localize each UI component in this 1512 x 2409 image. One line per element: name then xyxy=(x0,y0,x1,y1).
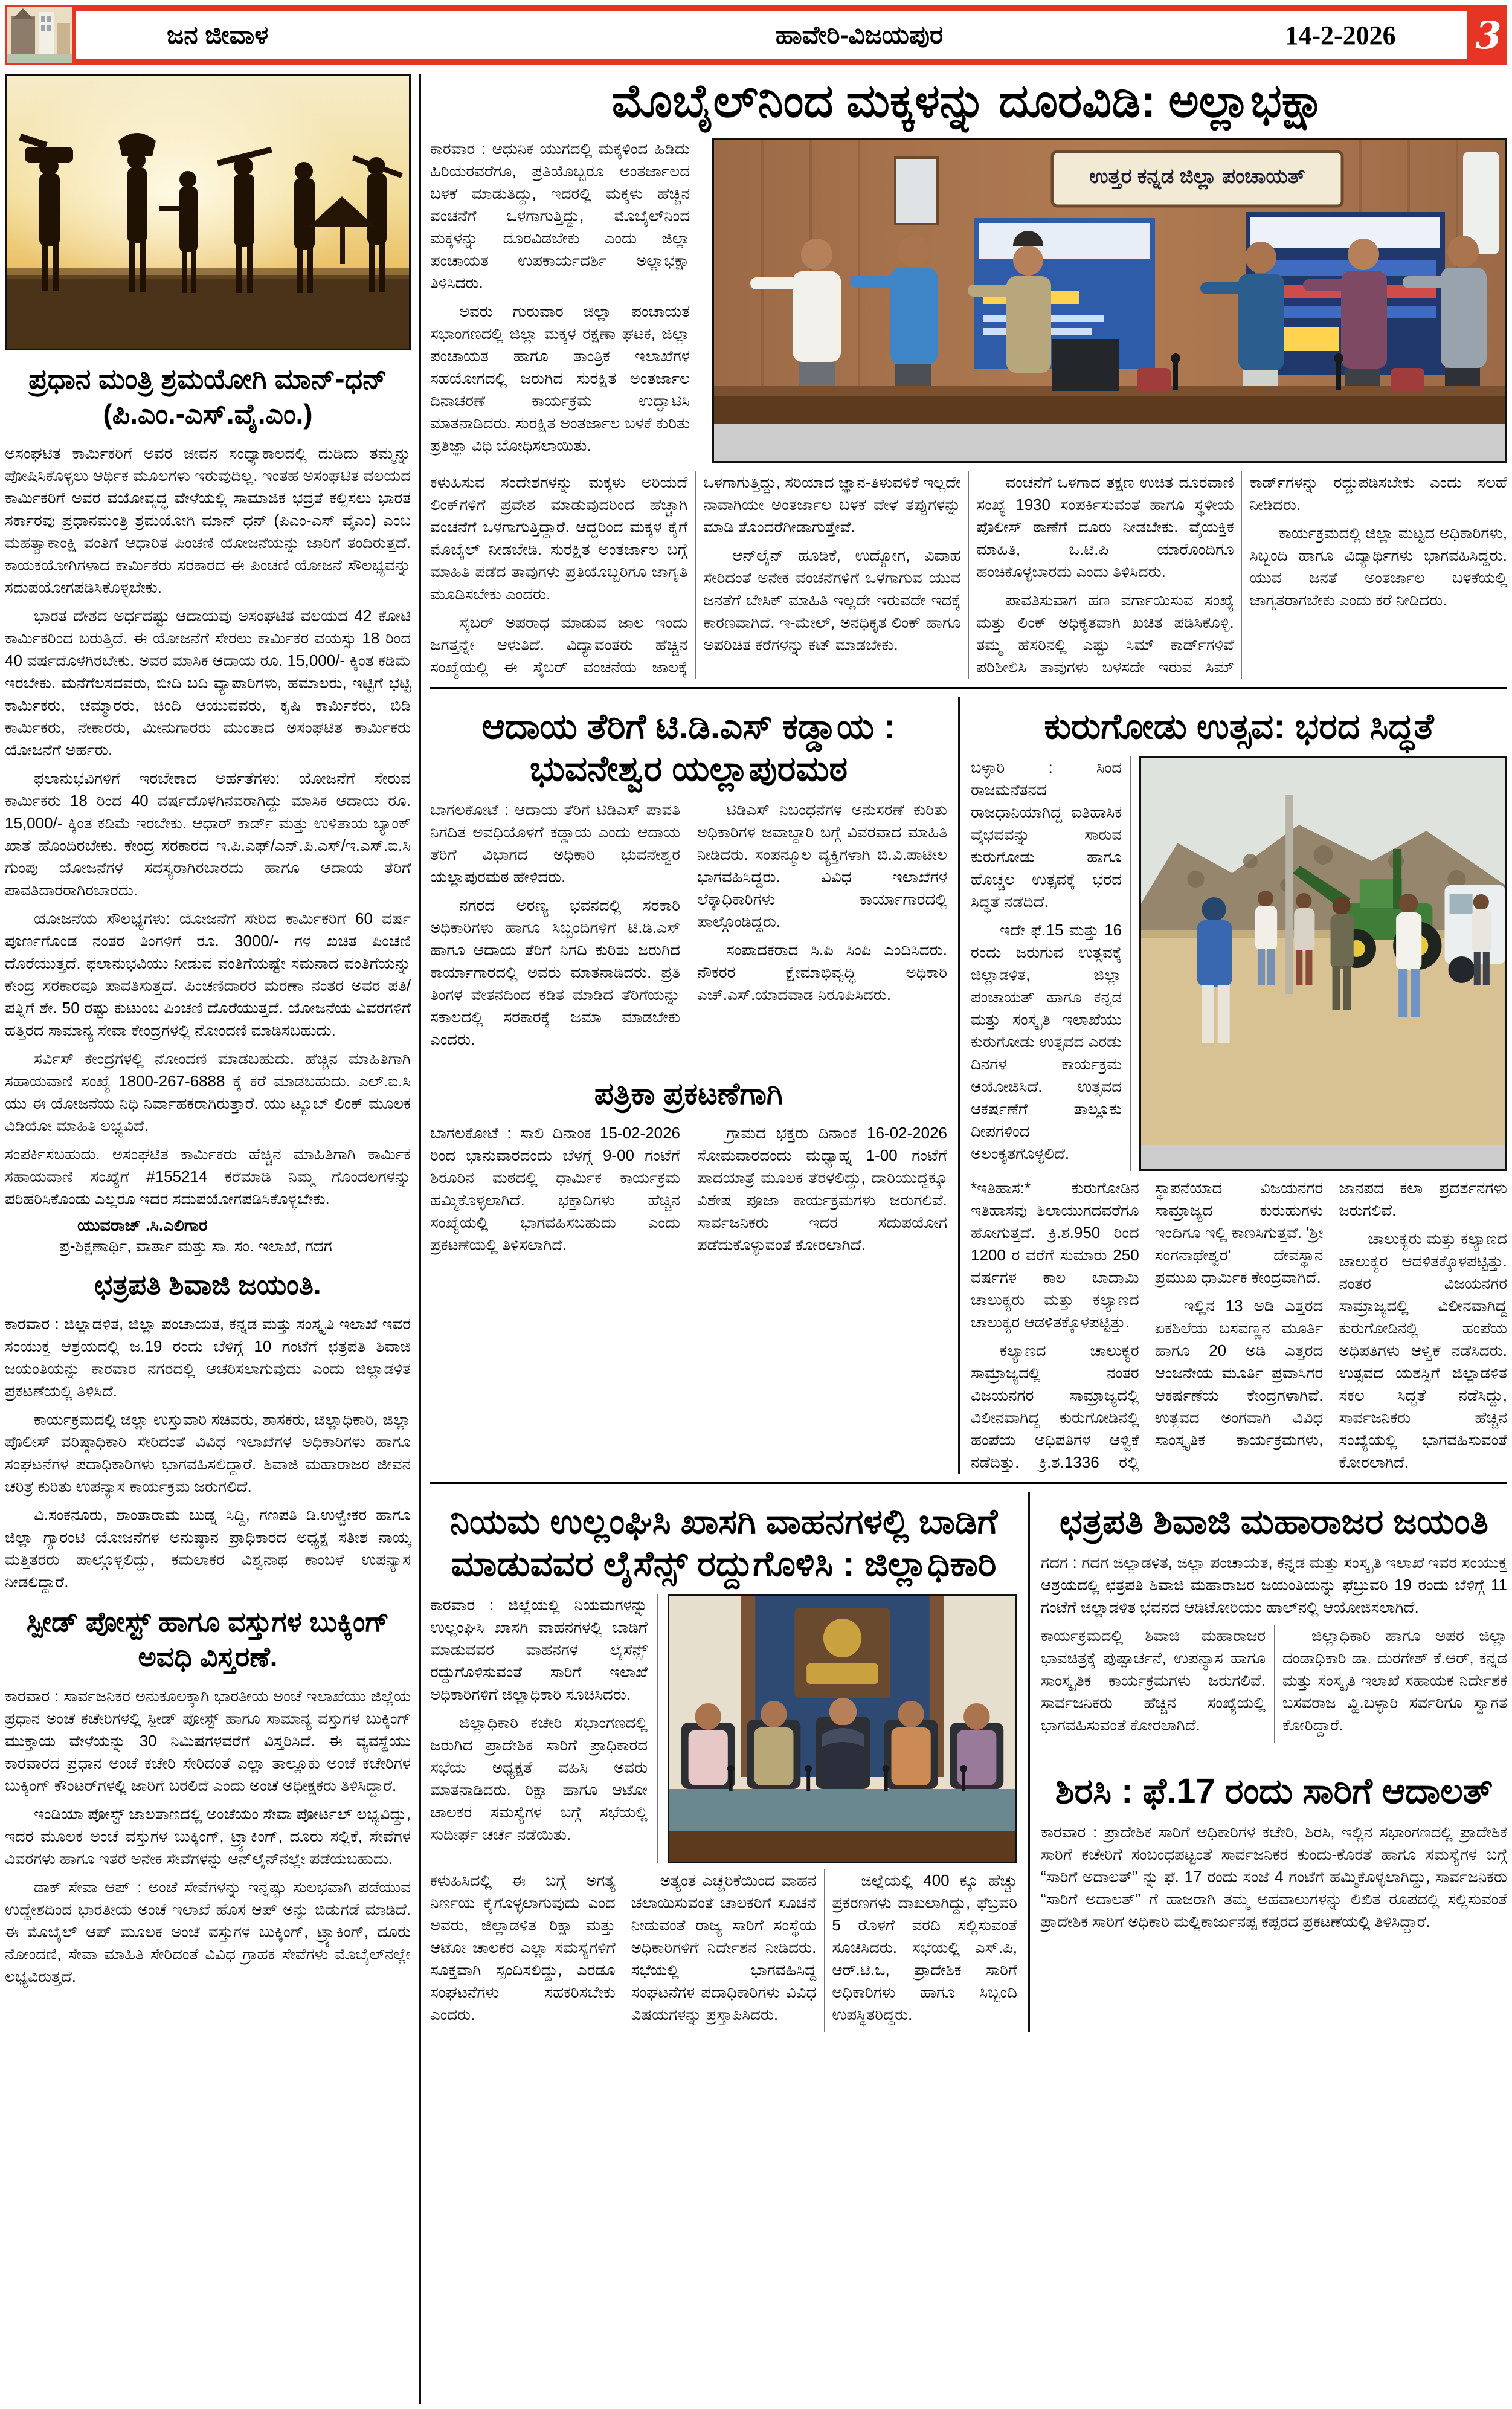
paragraph: ಕಲ್ಯಾಣದ ಚಾಲುಕ್ಯರ ಸಾಮ್ರಾಜ್ಯದಲ್ಲಿ ನಂತರ ವಿಜಯನಗರ ಸಾಮ್ರಾಜ್ಯದಲ್ಲಿ ವಿಲೀನವಾಗಿದ್ದ ಕುರುಗೋಡಿನಲ್ಲಿ ಹಂಪೆಯ ಅಧಿಪತಿಗಳ ಆಳ್ವಿಕೆ ನಡೆದಿತ್ತು. ಕ್ರಿ.ಶ.1336 ರಲ್ಲಿ ಸ್ಥಾಪನೆಯಾದ ವಿಜಯನಗರ ಸಾಮ್ರಾಜ್ಯದ ಕುರುಹುಗಳು ಇಂದಿಗೂ ಇಲ್ಲಿ ಕಾಣಸಿಗುತ್ತವೆ. 'ಶ್ರೀ ಸಂಗನಾಥೇಶ್ವರ' ದೇವಸ್ಥಾನ ಪ್ರಮುಖ ಧಾರ್ಮಿಕ ಕೇಂದ್ರವಾಗಿದೆ. xyxy=(971,1179,1324,1471)
paragraph: ಸೈಬರ್ ಅಪರಾಧ ಮಾಡುವ ಜಾಲ ಇಂದು ಜಗತ್ತನ್ನೇ ಆಳುತಿದೆ. ವಿದ್ಯಾವಂತರು ಹೆಚ್ಚಿನ ಸಂಖ್ಯೆಯಲ್ಲಿ ಈ ಸೈಬರ್ ವಂಚನೆಯ ಜಾಲಕ್ಕೆ ಒಳಗಾಗುತ್ತಿದ್ದು, ಸರಿಯಾದ ಜ್ಞಾನ-ತಿಳುವಳಿಕೆ ಇಲ್ಲದೇ ನಾವಾಗಿಯೇ ಅಂತರ್ಜಾಲ ಬಳಕೆ ವೇಳೆ ತಪ್ಪುಗಳನ್ನು ಮಾಡಿ ತೊಂದರೆಗೀಡಾಗುತ್ತೇವೆ. xyxy=(430,473,961,676)
kurugodu-headline: ಕುರುಗೋಡು ಉತ್ಸವ: ಭರದ ಸಿದ್ಧತೆ xyxy=(1044,707,1434,746)
shivaji-karwar-headline: ಛತ್ರಪತಿ ಶಿವಾಜಿ ಜಯಂತಿ. xyxy=(94,1269,321,1300)
paragraph: ಭಾರತ ದೇಶದ ಅರ್ಧದಷ್ಟು ಆದಾಯವು ಅಸಂಘಟಿತ ವಲಯದ 42 ಕೋಟಿ ಕಾರ್ಮಿಕರಿಂದ ಬರುತ್ತಿದೆ. ಈ ಯೋಜನೆಗೆ ಸೇರಲು ಕಾರ್ಮಿಕರ ವಯಸ್ಸು 18 ರಿಂದ 40 ವರ್ಷದೊಳಗಿರಬೇಕು. ಅವರ ಮಾಸಿಕ ಆದಾಯ ರೂ. 15,000/- ಕ್ಕಿಂತ ಕಡಿಮೆ ಇರಬೇಕು. ಮನೆಗೆಲಸದವರು, ಬೀದಿ ಬದಿ ವ್ಯಾಪಾರಿಗಳು, ಹಮಾಲರು, ಇಟ್ಟಿಗೆ ಭಟ್ಟಿ ಕಾರ್ಮಿಕರು, ಚಮ್ಮಾರರು, ಚಿಂದಿ ಆಯುವವರು, ಕೃಷಿ ಕಾರ್ಮಿಕರು, ಬಿಡಿ ಕಾರ್ಮಿಕರು, ನೇಕಾರರು, ಮೀನುಗಾರರು ಮುಂತಾದ ಅಸಂಘಟಿತ ಕಾರ್ಮಿಕರು ಯೋಜನೆಗೆ ಅರ್ಹರು. xyxy=(5,607,411,759)
shivaji-gadag-lead xyxy=(1041,1552,1507,1619)
shivaji-gadag-headline: ಛತ್ರಪತಿ ಶಿವಾಜಿ ಮಹಾರಾಜರ ಜಯಂತಿ xyxy=(1060,1502,1488,1541)
oath-ceremony-photo xyxy=(712,138,1507,463)
lead-story-columns xyxy=(430,471,1507,679)
lead-story-top xyxy=(430,138,1507,463)
speedpost-headline: ಸ್ಪೀಡ್ ಪೋಸ್ಟ್ ಹಾಗೂ ವಸ್ತುಗಳ ಬುಕ್ಕಿಂಗ್ ಅವಧಿ ವಿಸ್ತರಣೆ. xyxy=(26,1606,390,1672)
paragraph: ಕಾರ್ಯಕ್ರಮದಲ್ಲಿ ಜಿಲ್ಲಾ ಉಸ್ತುವಾರಿ ಸಚಿವರು, ಶಾಸಕರು, ಜಿಲ್ಲಾಧಿಕಾರಿ, ಜಿಲ್ಲಾ ಪೊಲೀಸ್ ವರಿಷ್ಠಾಧಿಕಾರಿ ಸೇರಿದಂತೆ ವಿವಿಧ ಇಲಾಖೆಗಳ ಅಧಿಕಾರಿಗಳು ಹಾಗೂ ಸಂಘಟನೆಗಳ ಪದಾಧಿಕಾರಿಗಳು ಭಾಗವಹಿಸಲಿದ್ದಾರೆ. ಶಿವಾಜಿ ಮಹಾರಾಜರ ಜೀವನ ಚರಿತ್ರೆ ಕುರಿತು ಉಪನ್ಯಾಸ ಕಾರ್ಯಕ್ರಮ ಜರುಗಲಿದೆ. xyxy=(5,1410,411,1495)
paragraph: ಕಾರವಾರ : ಜಿಲ್ಲೆಯಲ್ಲಿ ನಿಯಮಗಳನ್ನು ಉಲ್ಲಂಘಿಸಿ ಖಾಸಗಿ ವಾಹನಗಳಲ್ಲಿ ಬಾಡಿಗೆ ಮಾಡುವವರ ವಾಹನಗಳ ಲೈಸೆನ್ಸ್ ರದ್ದುಗೊಳಿಸುವಂತೆ ಸಾರಿಗೆ ಇಲಾಖೆ ಅಧಿಕಾರಿಗಳಿಗೆ ಜಿಲ್ಲಾಧಿಕಾರಿ ಸೂಚಿಸಿದರು. xyxy=(430,1596,648,1703)
kurugodu-side-column xyxy=(971,756,1131,1171)
kurugodu-field-photo xyxy=(1139,756,1507,1171)
issue-date: 14-2-2026 xyxy=(1285,20,1396,50)
paragraph: ಚಾಲುಕ್ಯರು ಮತ್ತು ಕಲ್ಯಾಣದ ಚಾಲುಕ್ಯರ ಆಡಳಿತಕ್ಕೊಳಪಟ್ಟಿತ್ತು. ನಂತರ ವಿಜಯನಗರ ಸಾಮ್ರಾಜ್ಯದಲ್ಲಿ ವಿಲೀನವಾಗಿದ್ದ ಕುರುಗೋಡಿನಲ್ಲಿ ಹಂಪೆಯ ಅಧಿಪತಿಗಳು ಆಳ್ವಿಕೆ ನಡೆಸಿದರು. ಉತ್ಸವದ ಯಶಸ್ಸಿಗೆ ಜಿಲ್ಲಾಡಳಿತ ಸಕಲ ಸಿದ್ಧತೆ ನಡೆಸಿದ್ದು, ಸಾರ್ವಜನಿಕರು ಹೆಚ್ಚಿನ ಸಂಖ್ಯೆಯಲ್ಲಿ ಭಾಗವಹಿಸುವಂತೆ ಕೋರಲಾಗಿದೆ. xyxy=(1339,1230,1507,1471)
paragraph: ಗ್ರಾಮದ ಭಕ್ತರು ದಿನಾಂಕ 16-02-2026 ಸೋಮವಾರದಂದು ಮಧ್ಯಾಹ್ನ 1-00 ಗಂಟೆಗೆ ಪಾದಯಾತ್ರೆ ಮೂಲಕ ತೆರಳಲಿದ್ದು, ದಾರಿಯುದ್ದಕ್ಕೂ ವಿಶೇಷ ಪೂಜಾ ಕಾರ್ಯಕ್ರಮಗಳು ಜರುಗಲಿವೆ. ಸಾರ್ವಜನಿಕರು ಇದರ ಸದುಪಯೋಗ ಪಡೆದುಕೊಳ್ಳುವಂತೆ ಕೋರಲಾಗಿದೆ. xyxy=(697,1124,947,1254)
paragraph: ಫಲಾನುಭವಿಗಳಿಗೆ ಇರಬೇಕಾದ ಅರ್ಹತೆಗಳು: ಯೋಜನೆಗೆ ಸೇರುವ ಕಾರ್ಮಿಕರು 18 ರಿಂದ 40 ವರ್ಷದೊಳಗಿನವರಾಗಿದ್ದು ಮಾಸಿಕ ಆದಾಯ ರೂ. 15,000/- ಕ್ಕಿಂತ ಕಡಿಮೆ ಇರಬೇಕು. ಆಧಾರ್ ಕಾರ್ಡ್ ಮತ್ತು ಉಳಿತಾಯ ಬ್ಯಾಂಕ್ ಖಾತೆ ಹೊಂದಿರಬೇಕು. ಕೇಂದ್ರ ಸರಕಾರದ ಇ.ಪಿ.ಎಫ್/ಎನ್.ಪಿ.ಎಸ್/ಇ.ಎಸ್.ಐ.ಸಿ ಗುಂಪು ಯೋಜನೆಗಳ ಸದಸ್ಯರಾಗಿರಬಾರದು ಹಾಗೂ ಆದಾಯ ತೆರಿಗೆ ಪಾವತಿದಾರರಾಗಿರಬಾರದು. xyxy=(5,769,411,899)
sunset-laborers-photo xyxy=(5,74,411,350)
edition-title: ಹಾವೇರಿ-ವಿಜಯಪುರ xyxy=(775,20,944,49)
lead-headline: ಮೊಬೈಲ್‌ನಿಂದ ಮಕ್ಕಳನ್ನು ದೂರವಿಡಿ: ಅಲ್ಲಾಭಕ್ಷಾ xyxy=(611,76,1326,127)
patrika-headline: ಪತ್ರಿಕಾ ಪ್ರಕಟಣೆಗಾಗಿ xyxy=(594,1077,783,1111)
pmsym-headline: ಪ್ರಧಾನ ಮಂತ್ರಿ ಶ್ರಮಯೋಗಿ ಮಾನ್-ಧನ್ (ಪಿ.ಎಂ.-ಎಸ್.ವೈ.ಎಂ.) xyxy=(28,363,387,430)
paragraph: ಕಾರ್ಯಕ್ರಮದಲ್ಲಿ ಶಿವಾಜಿ ಮಹಾರಾಜರ ಭಾವಚಿತ್ರಕ್ಕೆ ಪುಷ್ಪಾರ್ಚನೆ, ಉಪನ್ಯಾಸ ಹಾಗೂ ಸಾಂಸ್ಕೃತಿಕ ಕಾರ್ಯಕ್ರಮಗಳು ಜರುಗಲಿವೆ. ಸಾರ್ವಜನಿಕರು ಹೆಚ್ಚಿನ ಸಂಖ್ಯೆಯಲ್ಲಿ ಭಾಗವಹಿಸುವಂತೆ ಕೋರಲಾಗಿದೆ. xyxy=(1041,1627,1266,1734)
paragraph: ಅವರು ಗುರುವಾರ ಜಿಲ್ಲಾ ಪಂಚಾಯತ ಸಭಾಂಗಣದಲ್ಲಿ ಜಿಲ್ಲಾ ಮಕ್ಕಳ ರಕ್ಷಣಾ ಘಟಕ, ಜಿಲ್ಲಾ ಪಂಚಾಯತ ಹಾಗೂ ತಾಂತ್ರಿಕ ಇಲಾಖೆಗಳ ಸಹಯೋಗದಲ್ಲಿ ಜರುಗಿದ ಸುರಕ್ಷಿತ ಅಂತರ್ಜಾಲ ದಿನಾಚರಣೆ ಕಾರ್ಯಕ್ರಮ ಉದ್ಘಾಟಿಸಿ ಮಾತನಾಡಿದರು. ಸುರಕ್ಷಿತ ಅಂತರ್ಜಾಲ ಬಳಕೆ ಕುರಿತು ಪ್ರತಿಜ್ಞಾ ವಿಧಿ ಬೋಧಿಸಲಾಯಿತು. xyxy=(430,302,690,454)
shivaji-gadag-columns xyxy=(1041,1625,1507,1743)
paragraph: *ಇತಿಹಾಸ:* ಕುರುಗೋಡಿನ ಇತಿಹಾಸವು ಶಿಲಾಯುಗದವರೆಗೂ ಹೋಗುತ್ತದೆ. ಕ್ರಿ.ಶ.950 ರಿಂದ 1200 ರ ವರೆಗೆ ಸುಮಾರು 250 ವರ್ಷಗಳ ಕಾಲ ಬಾದಾಮಿ ಚಾಲುಕ್ಯರು ಮತ್ತು ಕಲ್ಯಾಣದ ಚಾಲುಕ್ಯರ ಆಡಳಿತಕ್ಕೊಳಪಟ್ಟಿತ್ತು. xyxy=(971,1179,1139,1331)
speedpost-body xyxy=(5,1685,411,1988)
left-column xyxy=(5,74,421,2404)
rta-meeting-photo xyxy=(668,1594,1017,1863)
patrika-body xyxy=(430,1122,947,1262)
paragraph: ವಂಚನೆಗೆ ಒಳಗಾದ ತಕ್ಷಣ ಉಚಿತ ದೂರವಾಣಿ ಸಂಖ್ಯೆ 1930 ಸಂಪರ್ಕಿಸುವಂತೆ ಹಾಗೂ ಸ್ಥಳೀಯ ಪೊಲೀಸ್ ಠಾಣೆಗೆ ದೂರು ನೀಡಬೇಕು. ವೈಯಕ್ತಿಕ ಮಾಹಿತಿ, ಒ.ಟಿ.ಪಿ ಯಾರೊಂದಿಗೂ ಹಂಚಿಕೊಳ್ಳಬಾರದು ಎಂದು ತಿಳಿಸಿದರು. xyxy=(976,473,1234,581)
right-bottom-block xyxy=(1041,1492,1507,2032)
paragraph: ಇಲ್ಲಿನ 13 ಅಡಿ ಎತ್ತರದ ಏಕಶಿಲೆಯ ಬಸವಣ್ಣನ ಮೂರ್ತಿ ಹಾಗೂ 20 ಅಡಿ ಎತ್ತರದ ಆಂಜನೇಯ ಮೂರ್ತಿ ಪ್ರವಾಸಿಗರ ಆಕರ್ಷಣೆಯ ಕೇಂದ್ರಗಳಾಗಿವೆ. ಉತ್ಸವದ ಅಂಗವಾಗಿ ವಿವಿಧ ಸಾಂಸ್ಕೃತಿಕ ಕಾರ್ಯಕ್ರಮಗಳು, ಜಾನಪದ ಕಲಾ ಪ್ರದರ್ಶನಗಳು ಜರುಗಲಿವೆ. xyxy=(1154,1179,1507,1449)
paragraph: ಬಳ್ಳಾರಿ : ಸಿಂದ ರಾಜಮನೆತನದ ರಾಜಧಾನಿಯಾಗಿದ್ದ ಐತಿಹಾಸಿಕ ವೈಭವವನ್ನು ಸಾರುವ ಕುರುಗೋಡು ಹಾಗೂ ಹೊಚ್ಚಲ ಉತ್ಸವಕ್ಕೆ ಭರದ ಸಿದ್ಧತೆ ನಡೆದಿದೆ. xyxy=(971,758,1122,911)
paragraph: ಅಸಂಘಟಿತ ಕಾರ್ಮಿಕರಿಗೆ ಅವರ ಜೀವನ ಸಂಧ್ಯಾಕಾಲದಲ್ಲಿ ದುಡಿದು ತಮ್ಮನ್ನು ಪೋಷಿಸಿಕೊಳ್ಳಲು ಆರ್ಥಿಕ ಮೂಲಗಳು ಇರುವುದಿಲ್ಲ. ಇಂತಹ ಅಸಂಘಟಿತ ವಲಯದ ಕಾರ್ಮಿಕರಿಗೆ ಅವರ ವಯೋವೃದ್ಧ ವೇಳೆಯಲ್ಲಿ ಸಾಮಾಜಿಕ ಭದ್ರತೆ ಕಲ್ಪಿಸಲು ಭಾರತ ಸರ್ಕಾರವು ಪ್ರಧಾನಮಂತ್ರಿ ಶ್ರಮಯೋಗಿ ಮಾನ್ ಧನ್ (ಪಿಎಂ-ಎಸ್ ವೈಎಂ) ಎಂಬ ಮಹತ್ವಾಕಾಂಕ್ಷಿ ವಂತಿಗೆ ಆಧಾರಿತ ಪಿಂಚಣಿ ಯೋಜನೆಯನ್ನು ಜಾರಿಗೆ ತಂದಿರುತ್ತದೆ. ಕಾಯಕಯೋಗಿಗಳಾದ ಕಾರ್ಮಿಕರು ಸರಕಾರದ ಈ ಪಿಂಚಣಿ ಯೋಜನೆ ಸೌಲಭ್ಯವನ್ನು ಸದುಪಯೋಗಪಡಿಸಿಕೊಳ್ಳಬೇಕು. xyxy=(5,444,411,596)
license-columns xyxy=(430,1869,1017,2032)
page-number: 3 xyxy=(1470,5,1507,65)
paragraph: ಸಂಪರ್ಕಿಸಬಹುದು. ಅಸಂಘಟಿತ ಕಾರ್ಮಿಕರು ಹೆಚ್ಚಿನ ಮಾಹಿತಿಗಾಗಿ ಕಾರ್ಮಿಕ ಸಹಾಯವಾಣಿ ಸಂಖ್ಯೆಗೆ #155214 ಕರೆಮಾಡಿ ನಿಮ್ಮ ಗೊಂದಲಗಳನ್ನು ಪರಿಹರಿಸಿಕೊಂಡು ಎಲ್ಲರೂ ಇದರ ಸದುಪಯೋಗಪಡಿಸಿಕೊಳ್ಳಬೇಕು. xyxy=(5,1145,411,1208)
kurugodu-block xyxy=(971,697,1507,1474)
paragraph: ಡಾಕ್ ಸೇವಾ ಆಪ್ : ಅಂಚೆ ಸೇವೆಗಳನ್ನು ಇನ್ನಷ್ಟು ಸುಲಭವಾಗಿ ಪಡೆಯುವ ಉದ್ದೇಶದಿಂದ ಭಾರತೀಯ ಅಂಚೆ ಇಲಾಖೆ ಹೊಸ ಆಪ್ ಅನ್ನು ಬಿಡುಗಡೆ ಮಾಡಿದೆ. ಈ ಮೊಬೈಲ್ ಆಪ್ ಮೂಲಕ ಅಂಚೆ ವಸ್ತುಗಳ ಬುಕ್ಕಿಂಗ್, ಟ್ರ್ಯಾಕಿಂಗ್, ದೂರು ನೋಂದಣಿ, ಸೇವಾ ಮಾಹಿತಿ ಸೇರಿದಂತೆ ವಿವಿಧ ಗ್ರಾಹಕ ಸೇವೆಗಳು ಮೊಬೈಲ್‌ನಲ್ಲೇ ಲಭ್ಯವಿರುತ್ತದೆ. xyxy=(5,1878,411,1985)
adalat-body xyxy=(1041,1821,1507,1933)
paragraph: ಟಿಡಿಎಸ್ ನಿಬಂಧನೆಗಳ ಅನುಸರಣೆ ಕುರಿತು ಅಧಿಕಾರಿಗಳ ಜವಾಬ್ದಾರಿ ಬಗ್ಗೆ ವಿವರವಾದ ಮಾಹಿತಿ ನೀಡಿದರು. ಸಂಪನ್ಮೂಲ ವ್ಯಕ್ತಿಗಳಾಗಿ ಬಿ.ವಿ.ಪಾಟೀಲ ಭಾಗವಹಿಸಿದ್ದರು. ವಿವಿಧ ಇಲಾಖೆಗಳ ಲೆಕ್ಕಾಧಿಕಾರಿಗಳು ಕಾರ್ಯಾಗಾರದಲ್ಲಿ ಪಾಲ್ಗೊಂಡಿದ್ದರು. xyxy=(697,801,947,930)
section-divider xyxy=(430,1482,1507,1484)
license-block xyxy=(430,1492,1030,2032)
main-area xyxy=(430,71,1507,2032)
svg-text:ಉತ್ತರ ಕನ್ನಡ ಜಿಲ್ಲಾ ಪಂಚಾಯತ್: ಉತ್ತರ ಕನ್ನಡ ಜಿಲ್ಲಾ ಪಂಚಾಯತ್ xyxy=(1089,165,1305,188)
tds-headline: ಆದಾಯ ತೆರಿಗೆ ಟಿ.ಡಿ.ಎಸ್ ಕಡ್ಡಾಯ : ಭುವನೇಶ್ವರ ಯಲ್ಲಾಪುರಮಠ xyxy=(481,707,896,788)
paragraph: ಕಾರವಾರ : ಪ್ರಾದೇಶಿಕ ಸಾರಿಗೆ ಅಧಿಕಾರಿಗಳ ಕಚೇರಿ, ಶಿರಸಿ, ಇಲ್ಲಿನ ಸಭಾಂಗಣದಲ್ಲಿ ಪ್ರಾದೇಶಿಕ ಸಾರಿಗೆ ಕಚೇರಿಗೆ ಸಂಬಂಧಪಟ್ಟಂತೆ ಸಾರ್ವಜನಿಕರ ಕುಂದು-ಕೊರತೆ ಹಾಗೂ ಸಮಸ್ಯೆಗಳ ಬಗ್ಗೆ “ಸಾರಿಗೆ ಅದಾಲತ್” ನ್ನು ಫೆ. 17 ರಂದು ಸಂಜೆ 4 ಗಂಟೆಗೆ ಹಮ್ಮಿಕೊಳ್ಳಲಾಗಿದ್ದು, ಸಾರ್ವಜನಿಕರು “ಸಾರಿಗೆ ಅದಾಲತ್” ಗೆ ಹಾಜರಾಗಿ ತಮ್ಮ ಅಹವಾಲುಗಳನ್ನು ಲಿಖಿತ ರೂಪದಲ್ಲಿ ಸಲ್ಲಿಸುವಂತೆ ಪ್ರಾದೇಶಿಕ ಸಾರಿಗೆ ಅಧಿಕಾರಿ ಮಲ್ಲಿಕಾರ್ಜುನಪ್ಪ ಕಪ್ಪರದ ಪ್ರಕಟಣೆಯಲ್ಲಿ ತಿಳಿಸಿದ್ದಾರೆ. xyxy=(1041,1823,1507,1930)
paragraph: ಆನ್‌ಲೈನ್ ಹೂಡಿಕೆ, ಉದ್ಯೋಗ, ವಿವಾಹ ಸೇರಿದಂತೆ ಅನೇಕ ವಂಚನೆಗಳಿಗೆ ಒಳಗಾಗುವ ಯುವ ಜನತೆಗೆ ಬೇಸಿಕ್ ಮಾಹಿತಿ ಇಲ್ಲದೇ ಇರುವದೇ ಇದಕ್ಕೆ ಕಾರಣವಾಗಿದೆ. ಇ-ಮೇಲ್, ಅನಧಿಕೃತ ಲಿಂಕ್ ಹಾಗೂ ಅಪರಿಚಿತ ಕರೆಗಳನ್ನು ಕಟ್ ಮಾಡಬೇಕು. xyxy=(703,546,961,654)
license-headline: ನಿಯಮ ಉಲ್ಲಂಘಿಸಿ ಖಾಸಗಿ ವಾಹನಗಳಲ್ಲಿ ಬಾಡಿಗೆ ಮಾಡುವವರ ಲೈಸೆನ್ಸ್ ರದ್ದುಗೊಳಿಸಿ : ಜಿಲ್ಲಾಧಿಕಾರಿ xyxy=(449,1502,998,1584)
paragraph: ಕಳುಹಿಸಿದಲ್ಲಿ ಈ ಬಗ್ಗೆ ಅಗತ್ಯ ನಿರ್ಣಯ ಕೈಗೊಳ್ಳಲಾಗುವುದು ಎಂದ ಅವರು, ಜಿಲ್ಲಾಡಳಿತ ರಿಕ್ಷಾ ಮತ್ತು ಆಟೋ ಚಾಲಕರ ಎಲ್ಲಾ ಸಮಸ್ಯೆಗಳಿಗೆ ಸೂಕ್ತವಾಗಿ ಸ್ಪಂದಿಸಲಿದ್ದು, ಎರಡೂ ಸಂಘಟನೆಗಳು ಸಹಕರಿಸಬೇಕು ಎಂದರು. xyxy=(430,1871,616,2024)
paragraph: ಸಂಪಾದಕರಾದ ಸಿ.ಪಿ ಸಿಂಪಿ ಎಂದಿಸಿದರು. ನೌಕರರ ಕ್ಷೇಮಾಭಿವೃದ್ಧಿ ಅಧಿಕಾರಿ ಎಚ್.ಎಸ್.ಯಾದವಾಡ ನಿರೂಪಿಸಿದರು. xyxy=(697,941,947,1004)
license-side-column xyxy=(430,1594,658,1863)
paragraph: ವಿ.ಸಂಕನೂರು, ಶಾಂತಾರಾಮ ಬುಡ್ನ ಸಿದ್ದಿ, ಗಣಪತಿ ಡಿ.ಉಳ್ವೇಕರ ಹಾಗೂ ಜಿಲ್ಲಾ ಗ್ಯಾರಂಟಿ ಯೋಜನೆಗಳ ಅನುಷ್ಠಾನ ಪ್ರಾಧಿಕಾರದ ಅಧ್ಯಕ್ಷ ಸತೀಶ ನಾಯ್ಕ ಮತ್ತಿತರರು ಪಾಲ್ಗೊಳ್ಳಲಿದ್ದು, ಕಮಲಾಕರ ವಿಶ್ವನಾಥ ಕಾಂಬಳೆ ಉಪನ್ಯಾಸ ನೀಡಲಿದ್ದಾರೆ. xyxy=(5,1506,411,1591)
paragraph: ಕಾರ್ಯಕ್ರಮದಲ್ಲಿ ಜಿಲ್ಲಾ ಮಟ್ಟದ ಅಧಿಕಾರಿಗಳು, ಸಿಬ್ಬಂದಿ ಹಾಗೂ ವಿದ್ಯಾರ್ಥಿಗಳು ಭಾಗವಹಿಸಿದ್ದರು. ಯುವ ಜನತೆ ಅಂತರ್ಜಾಲ ಬಳಕೆಯಲ್ಲಿ ಜಾಗೃತರಾಗಬೇಕು ಎಂದು ಕರೆ ನೀಡಿದರು. xyxy=(1249,524,1507,609)
paragraph: ಇಂಡಿಯಾ ಪೋಸ್ಟ್ ಜಾಲತಾಣದಲ್ಲಿ ಅಂಚೆಯಂ ಸೇವಾ ಪೋರ್ಟಲ್ ಲಭ್ಯವಿದ್ದು, ಇದರ ಮೂಲಕ ಅಂಚೆ ವಸ್ತುಗಳ ಬುಕ್ಕಿಂಗ್, ಟ್ರ್ಯಾಕಿಂಗ್, ದೂರು ಸಲ್ಲಿಕೆ, ಸೇವೆಗಳ ವಿವರಗಳು ಹಾಗೂ ಇತರೆ ಅನೇಕ ಸೇವೆಗಳನ್ನು ಆನ್‌ಲೈನ್‌ನಲ್ಲೇ ಪಡೆಯಬಹುದು. xyxy=(5,1805,411,1868)
paragraph: ಜಿಲ್ಲಾಧಿಕಾರಿ ಕಚೇರಿ ಸಭಾಂಗಣದಲ್ಲಿ ಜರುಗಿದ ಪ್ರಾದೇಶಿಕ ಸಾರಿಗೆ ಪ್ರಾಧಿಕಾರದ ಸಭೆಯ ಅಧ್ಯಕ್ಷತೆ ವಹಿಸಿ ಅವರು ಮಾತನಾಡಿದರು. ರಿಕ್ಷಾ ಹಾಗೂ ಆಟೋ ಚಾಲಕರ ಸಮಸ್ಯೆಗಳ ಬಗ್ಗೆ ಸಭೆಯಲ್ಲಿ ಸುದೀರ್ಘ ಚರ್ಚೆ ನಡೆಯಿತು. xyxy=(430,1714,648,1843)
paragraph: ಕಾರವಾರ : ಸಾರ್ವಜನಿಕರ ಅನುಕೂಲಕ್ಕಾಗಿ ಭಾರತೀಯ ಅಂಚೆ ಇಲಾಖೆಯು ಜಿಲ್ಲೆಯ ಪ್ರಧಾನ ಅಂಚೆ ಕಚೇರಿಗಳಲ್ಲಿ ಸ್ಪೀಡ್ ಪೋಸ್ಟ್ ಹಾಗೂ ಸಾಮಾನ್ಯ ವಸ್ತುಗಳ ಬುಕ್ಕಿಂಗ್ ಮುಕ್ತಾಯ ವೇಳೆಯನ್ನು 30 ನಿಮಿಷಗಳವರೆಗೆ ವಿಸ್ತರಿಸಿದೆ. ಈ ವ್ಯವಸ್ಥೆಯು ಕಾರವಾರದ ಪ್ರಧಾನ ಅಂಚೆ ಕಚೇರಿ ಸೇರಿದಂತೆ ಎಲ್ಲಾ ತಾಲ್ಲೂಕು ಅಂಚೆ ಕಚೇರಿಗಳ ಬುಕ್ಕಿಂಗ್ ಕೌಂಟರ್‌ಗಳಲ್ಲಿ ಜಾರಿಗೆ ಬರಲಿದೆ ಎಂದು ಅಂಚೆ ಅಧೀಕ್ಷಕರು ತಿಳಿಸಿದ್ದಾರೆ. xyxy=(5,1687,411,1795)
paragraph: ಕಾರವಾರ : ಜಿಲ್ಲಾಡಳಿತ, ಜಿಲ್ಲಾ ಪಂಚಾಯತ, ಕನ್ನಡ ಮತ್ತು ಸಂಸ್ಕೃತಿ ಇಲಾಖೆ ಇವರ ಸಂಯುಕ್ತ ಆಶ್ರಯದಲ್ಲಿ ಜ.19 ರಂದು ಬೆಳಿಗ್ಗೆ 10 ಗಂಟೆಗೆ ಛತ್ರಪತಿ ಶಿವಾಜಿ ಜಯಂತಿಯನ್ನು ಕಾರವಾರ ನಗರದಲ್ಲಿ ಆಚರಿಸಲಾಗುವುದು ಎಂದು ಜಿಲ್ಲಾಡಳಿತ ಪ್ರಕಟಣೆಯಲ್ಲಿ ತಿಳಿಸಿದೆ. xyxy=(5,1315,411,1400)
bottom-row xyxy=(430,1492,1507,2032)
tds-patrika-block xyxy=(430,697,960,1474)
shivaji-karwar-body xyxy=(5,1313,411,1593)
paragraph: ಜಿಲ್ಲೆಯಲ್ಲಿ 400 ಕ್ಕೂ ಹೆಚ್ಚು ಪ್ರಕರಣಗಳು ದಾಖಲಾಗಿದ್ದು, ಫೆಬ್ರವರಿ 5 ರೊಳಗೆ ವರದಿ ಸಲ್ಲಿಸುವಂತೆ ಸೂಚಿಸಿದರು. ಸಭೆಯಲ್ಲಿ ಎಸ್.ಪಿ, ಆರ್.ಟಿ.ಒ, ಪ್ರಾದೇಶಿಕ ಸಾರಿಗೆ ಅಧಿಕಾರಿಗಳು ಹಾಗೂ ಸಿಬ್ಬಂದಿ ಉಪಸ್ಥಿತರಿದ್ದರು. xyxy=(832,1871,1017,2024)
paragraph: ಇದೇ ಫೆ.15 ಮತ್ತು 16 ರಂದು ಜರುಗುವ ಉತ್ಸವಕ್ಕೆ ಜಿಲ್ಲಾಡಳಿತ, ಜಿಲ್ಲಾ ಪಂಚಾಯತ್ ಹಾಗೂ ಕನ್ನಡ ಮತ್ತು ಸಂಸ್ಕೃತಿ ಇಲಾಖೆಯು ಕುರುಗೋಡು ಉತ್ಸವದ ಎರಡು ದಿನಗಳ ಕಾರ್ಯಕ್ರಮ ಆಯೋಜಿಸಿದೆ. ಉತ್ಸವದ ಆಕರ್ಷಣೆಗೆ ತಾಲ್ಲೂಕು ದೀಪಗಳಿಂದ ಅಲಂಕೃತಗೊಳ್ಳಲಿದೆ. xyxy=(971,921,1122,1163)
kurugodu-columns xyxy=(971,1177,1507,1474)
paragraph: ಬಾಗಲಕೋಟೆ : ಆದಾಯ ತೆರಿಗೆ ಟಿಡಿಎಸ್ ಪಾವತಿ ನಿಗದಿತ ಅವಧಿಯೊಳಗೆ ಕಡ್ಡಾಯ ಎಂದು ಆದಾಯ ತೆರಿಗೆ ವಿಭಾಗದ ಅಧಿಕಾರಿ ಭುವನೇಶ್ವರ ಯಲ್ಲಾಪುರಮಠ ಹೇಳಿದರು. xyxy=(430,801,680,886)
section-divider xyxy=(430,687,1507,689)
middle-row xyxy=(430,697,1507,1474)
tds-body xyxy=(430,799,947,1051)
masthead-logo-icon xyxy=(7,7,72,63)
lead-intro-column xyxy=(430,138,701,463)
paragraph: ಜಿಲ್ಲಾಧಿಕಾರಿ ಹಾಗೂ ಅಪರ ಜಿಲ್ಲಾ ದಂಡಾಧಿಕಾರಿ ಡಾ. ದುರಗೇಶ್ ಕೆ.ಆರ್, ಕನ್ನಡ ಮತ್ತು ಸಂಸ್ಕೃತಿ ಇಲಾಖೆ ಸಹಾಯಕ ನಿರ್ದೇಶಕ ಬಸವರಾಜ ವ್ಹಿ.ಬಳ್ಳಾರಿ ಸರ್ವರಿಗೂ ಸ್ವಾಗತ ಕೋರಿದ್ದಾರೆ. xyxy=(1282,1627,1507,1734)
paragraph: ನಗರದ ಅರಣ್ಯ ಭವನದಲ್ಲಿ ಸರಕಾರಿ ಅಧಿಕಾರಿಗಳು ಹಾಗೂ ಸಿಬ್ಬಂದಿಗಳಿಗೆ ಟಿ.ಡಿ.ಎಸ್ ಹಾಗೂ ಆದಾಯ ತೆರಿಗೆ ನಿಗದಿ ಕುರಿತು ಜರುಗಿದ ಕಾರ್ಯಾಗಾರದಲ್ಲಿ ಅವರು ಮಾತನಾಡಿದರು. ಪ್ರತಿ ತಿಂಗಳ ವೇತನದಿಂದ ಕಡಿತ ಮಾಡಿದ ತೆರಿಗೆಯನ್ನು ಸಕಾಲದಲ್ಲಿ ಸರಕಾರಕ್ಕೆ ಜಮಾ ಮಾಡಬೇಕು ಎಂದರು. xyxy=(430,896,680,1048)
pmsym-body xyxy=(5,442,411,1210)
paragraph: ಅತ್ಯಂತ ಎಚ್ಚರಿಕೆಯಿಂದ ವಾಹನ ಚಲಾಯಿಸುವಂತೆ ಚಾಲಕರಿಗೆ ಸೂಚನೆ ನೀಡುವಂತೆ ರಾಜ್ಯ ಸಾರಿಗೆ ಸಂಸ್ಥೆಯ ಅಧಿಕಾರಿಗಳಿಗೆ ನಿರ್ದೇಶನ ನೀಡಿದರು. ಸಭೆಯಲ್ಲಿ ಭಾಗವಹಿಸಿದ್ದ ಸಂಘಟನೆಗಳ ಪದಾಧಿಕಾರಿಗಳು ವಿವಿಧ ವಿಷಯಗಳನ್ನು ಪ್ರಸ್ತಾಪಿಸಿದರು. xyxy=(631,1871,817,2024)
pmsym-byline-role: ಪ್ರ-ಶಿಕ್ಷಣಾರ್ಥಿ, ವಾರ್ತಾ ಮತ್ತು ಸಾ. ಸಂ. ಇಲಾಖೆ, ಗದಗ xyxy=(59,1237,332,1255)
pmsym-byline-name: ಯುವರಾಜ್ .ಸಿ.ಎಲಿಗಾರ xyxy=(77,1216,208,1234)
adalat-headline: ಶಿರಸಿ : ಫೆ.17 ರಂದು ಸಾರಿಗೆ ಆದಾಲತ್ xyxy=(1055,1772,1493,1811)
paragraph: ಕಳುಹಿಸುವ ಸಂದೇಶಗಳನ್ನು ಮಕ್ಕಳು ಅರಿಯದೆ ಲಿಂಕ್‌ಗಳಿಗೆ ಪ್ರವೇಶ ಮಾಡುವುದರಿಂದ ಹೆಚ್ಚಾಗಿ ವಂಚನೆಗೆ ಒಳಗಾಗುತ್ತಿದ್ದಾರೆ. ಆದ್ದರಿಂದ ಮಕ್ಕಳ ಕೈಗೆ ಮೊಬೈಲ್ ನೀಡಬೇಡಿ. ಸುರಕ್ಷಿತ ಅಂತರ್ಜಾಲ ಬಗ್ಗೆ ಮಾಹಿತಿ ಪಡೆದ ತಾವುಗಳು ಪ್ರತಿಯೊಬ್ಬರಿಗೂ ಜಾಗೃತಿ ಮೂಡಿಸಬೇಕು ಎಂದರು. xyxy=(430,473,688,603)
paragraph: ಕಾರವಾರ : ಆಧುನಿಕ ಯುಗದಲ್ಲಿ ಮಕ್ಕಳಿಂದ ಹಿಡಿದು ಹಿರಿಯರವರೆಗೂ, ಪ್ರತಿಯೊಬ್ಬರೂ ಅಂತರ್ಜಾಲದ ಬಳಕೆ ಮಾಡುತಿದ್ದು, ಇದರಲ್ಲಿ ಮಕ್ಕಳು ಹೆಚ್ಚಿನ ವಂಚನೆಗೆ ಒಳಗಾಗುತ್ತಿದ್ದು, ಮೊಬೈಲ್‌ನಿಂದ ಮಕ್ಕಳನ್ನು ದೂರವಿಡಬೇಕು ಎಂದು ಜಿಲ್ಲಾ ಪಂಚಾಯತ ಉಪಕಾರ್ಯದರ್ಶಿ ಅಲ್ಲಾಭಕ್ಷಾ ತಿಳಿಸಿದರು. xyxy=(430,140,690,292)
paragraph: ಬಾಗಲಕೋಟೆ : ಸಾಲಿ ದಿನಾಂಕ 15-02-2026 ರಿಂದ ಭಾನುವಾರದಂದು ಬೆಳಗ್ಗೆ 9-00 ಗಂಟೆಗೆ ಶಿರೂರಿನ ಮಠದಲ್ಲಿ ಧಾರ್ಮಿಕ ಕಾರ್ಯಕ್ರಮ ಹಮ್ಮಿಕೊಳ್ಳಲಾಗಿದೆ. ಭಕ್ತಾದಿಗಳು ಹೆಚ್ಚಿನ ಸಂಖ್ಯೆಯಲ್ಲಿ ಭಾಗವಹಿಸಬಹುದು ಎಂದು ಪ್ರಕಟಣೆಯಲ್ಲಿ ತಿಳಿಸಲಾಗಿದೆ. xyxy=(430,1124,680,1254)
paragraph: ಸರ್ವಿಸ್ ಕೇಂದ್ರಗಳಲ್ಲಿ ನೋಂದಣಿ ಮಾಡಬಹುದು. ಹೆಚ್ಚಿನ ಮಾಹಿತಿಗಾಗಿ ಸಹಾಯವಾಣಿ ಸಂಖ್ಯೆ 1800-267-6888 ಕ್ಕೆ ಕರೆ ಮಾಡಬಹುದು. ಎಲ್.ಐ.ಸಿ ಯು ಈ ಯೋಜನೆಯ ನಿಧಿ ನಿರ್ವಾಹಕರಾಗಿರುತ್ತಾರೆ. ಯು ಟ್ಯೂಬ್ ಲಿಂಕ್ ಮೂಲಕ ವಿಡಿಯೋ ಮಾಹಿತಿ ಲಭ್ಯವಿದೆ. xyxy=(5,1050,411,1135)
paper-name: ಜನ ಜೀವಾಳ xyxy=(167,20,269,49)
paragraph: ಯೋಜನೆಯ ಸೌಲಭ್ಯಗಳು: ಯೋಜನೆಗೆ ಸೇರಿದ ಕಾರ್ಮಿಕರಿಗೆ 60 ವರ್ಷ ಪೂರ್ಣಗೊಂಡ ನಂತರ ತಿಂಗಳಿಗೆ ರೂ. 3000/- ಗಳ ಖಚಿತ ಪಿಂಚಣಿ ದೊರೆಯುತ್ತದೆ. ಫಲಾನುಭವಿಯು ನೀಡುವ ವಂತಿಗೆಯಷ್ಟೇ ಸಮನಾದ ವಂತಿಗೆಯನ್ನು ಕೇಂದ್ರ ಸರಕಾರವೂ ಪಾವತಿಸುತ್ತದೆ. ಪಿಂಚಣಿದಾರರ ಮರಣಾ ನಂತರ ಅವರ ಪತಿ/ಪತ್ನಿಗೆ ಶೇ. 50 ರಷ್ಟು ಕುಟುಂಬ ಪಿಂಚಣಿ ದೊರೆಯುತ್ತದೆ. ಯೋಜನೆಯ ವಿವರಗಳಿಗೆ ಹತ್ತಿರದ ಸಾಮಾನ್ಯ ಸೇವಾ ಕೇಂದ್ರಗಳಲ್ಲಿ ನೋಂದಣಿ ಮಾಡಿಸಬಹುದು. xyxy=(5,909,411,1039)
masthead xyxy=(5,5,1507,65)
paragraph: ಗದಗ : ಗದಗ ಜಿಲ್ಲಾಡಳಿತ, ಜಿಲ್ಲಾ ಪಂಚಾಯತ, ಕನ್ನಡ ಮತ್ತು ಸಂಸ್ಕೃತಿ ಇಲಾಖೆ ಇವರ ಸಂಯುಕ್ತ ಆಶ್ರಯದಲ್ಲಿ ಛತ್ರಪತಿ ಶಿವಾಜಿ ಮಹಾರಾಜರ ಜಯಂತಿಯನ್ನು ಫೆಬ್ರುವರಿ 19 ರಂದು ಬೆಳಿಗ್ಗೆ 11 ಗಂಟೆಗೆ ಜಿಲ್ಲಾಡಳಿತ ಭವನದ ಆಡಿಟೋರಿಯಂ ಹಾಲ್‌ನಲ್ಲಿ ಆಯೋಜಿಸಲಾಗಿದೆ. xyxy=(1041,1553,1507,1616)
masthead-strip xyxy=(76,11,1467,59)
paragraph: ಪಾವತಿಸುವಾಗ ಹಣ ವರ್ಗಾಯಿಸುವ ಸಂಖ್ಯೆ ಮತ್ತು ಲಿಂಕ್ ಅಧಿಕೃತವಾಗಿ ಖಚಿತ ಪಡಿಸಿಕೊಳ್ಳಿ. ತಮ್ಮ ಹೆಸರಿನಲ್ಲಿ ಎಷ್ಟು ಸಿಮ್ ಕಾರ್ಡ್‌ಗಳಿವೆ ಪರಿಶೀಲಿಸಿ ತಾವುಗಳು ಬಳಸದೇ ಇರುವ ಸಿಮ್ ಕಾರ್ಡ್‌ಗಳನ್ನು ರದ್ದುಪಡಿಸಬೇಕು ಎಂದು ಸಲಹೆ ನೀಡಿದರು. xyxy=(976,473,1507,676)
